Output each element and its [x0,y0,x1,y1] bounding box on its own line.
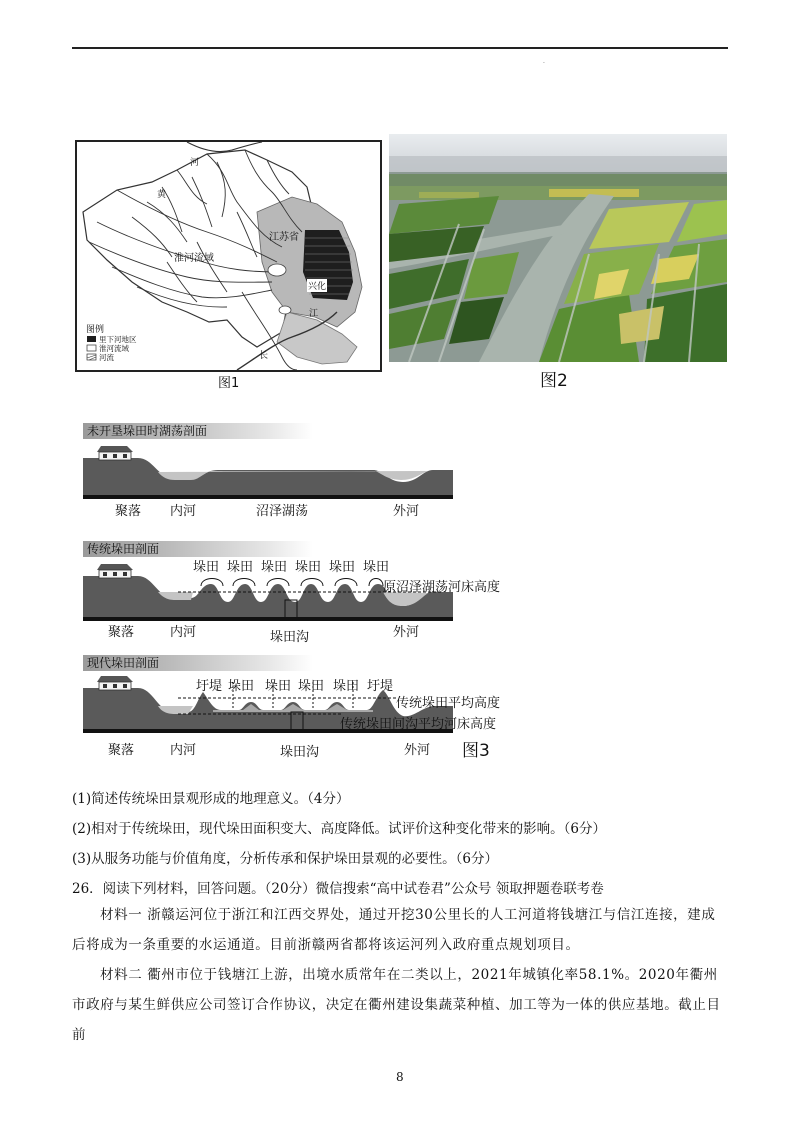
profile2-top-label-5: 垛田 [329,560,356,575]
label-xinghua: 兴化 [307,279,327,292]
map-legend [87,336,96,360]
profile3-label-settlement: 聚落 [108,743,135,758]
label-chang: 长 [259,351,269,361]
page-number: 8 [396,1070,404,1084]
profile2-label-outer-river: 外河 [393,625,420,640]
profile1-title: 未开垦垛田时湖荡剖面 [83,423,313,439]
profile3-label-outer-river: 外河 [404,743,431,758]
header-rule [72,47,728,49]
figure1-map [75,140,382,372]
figure3-caption: 图3 [462,741,490,761]
figure1-caption: 图1 [218,376,240,391]
lake-hongze [268,264,286,276]
label-huaihe: 淮河流域 [174,253,214,264]
question-1: (1)简述传统垛田景观形成的地理意义。（4分） [72,791,350,807]
profile3-top-label-1: 圩堤 [196,679,223,694]
question-26: 26．阅读下列材料，回答问题。（20分）微信搜索“高中试卷君”公众号 领取押题卷联考卷 [72,881,604,897]
figure2-photo [389,134,727,362]
profile3-top-label-4: 垛田 [298,679,325,694]
label-he: 河 [190,158,200,168]
profile2-arrows [201,579,383,587]
profile3-top-label-5: 垛田 [333,679,360,694]
header-dot: · [543,60,545,67]
profile2-label-inner-river: 内河 [170,625,197,640]
profile1-label-inner-river: 内河 [170,504,197,519]
profile1-label-settlement: 聚落 [115,504,142,519]
house-icon [97,564,133,578]
profile3-top-label-2: 垛田 [228,679,255,694]
profile3-top-label-3: 垛田 [265,679,292,694]
legend-item-lixiahe: 里下河地区 [99,335,137,344]
profile2-top-label-4: 垛田 [295,560,322,575]
house-icon [97,446,133,460]
aerial-drawing [389,134,727,362]
profile2-label-ditch: 垛田沟 [270,630,310,645]
profile2-top-label-1: 垛田 [193,560,220,575]
house-icon [97,676,133,690]
profile1-label-outer-river: 外河 [393,504,420,519]
material-1: 材料一 浙赣运河位于浙江和江西交界处，通过开挖30公里长的人工河道将钱塘江与信江连接，建成后将成为一条重要的水运通道。目前浙赣两省都将该运河列入政府重点规划项目。 [72,907,716,953]
legend-swatch-lixiahe [87,336,96,342]
profile3-top-label-6: 圩堤 [367,679,394,694]
profile2-label-settlement: 聚落 [108,625,135,640]
profile3-line-label-1: 传统垛田平均高度 [396,696,501,711]
profile1-drawing [83,440,453,502]
profile3-title: 现代垛田剖面 [83,655,313,671]
profile3-label-ditch: 垛田沟 [280,745,320,760]
material-2: 材料二 衢州市位于钱塘江上游，出境水质常年在二类以上，2021年城镇化率58.1%。2020年衢州市政府与某生鲜供应公司签订合作协议，决定在衢州建设集蔬菜种植、加工等为一体的供应基地。截止目前 [72,967,721,1043]
profile2-line-label: 原沼泽湖荡河床高度 [383,580,501,595]
lake-gaoyou [279,306,291,314]
profile1-label-marsh: 沼泽湖荡 [256,504,309,519]
legend-item-basin: 淮河流域 [99,344,129,353]
label-huang: 黄 [157,190,167,200]
profile2-top-label-6: 垛田 [363,560,390,575]
profile2-title: 传统垛田剖面 [83,541,313,557]
legend-title: 图例 [86,325,105,335]
profile3-label-inner-river: 内河 [170,743,197,758]
label-jiangsu: 江苏省 [269,232,299,243]
question-2: (2)相对于传统垛田，现代垛田面积变大、高度降低。试评价这种变化带来的影响。（6分） [72,821,606,837]
question-3: (3)从服务功能与价值角度，分析传承和保护垛田景观的必要性。（6分） [72,851,498,867]
legend-item-river: 河流 [99,353,114,362]
legend-swatch-basin [87,345,96,351]
profile2-top-label-2: 垛田 [227,560,254,575]
label-jiang: 江 [309,309,319,319]
profile2-top-label-3: 垛田 [261,560,288,575]
yellow-river [187,142,262,152]
profile3-line-label-2: 传统垛田间沟平均河床高度 [340,717,497,732]
figure2-caption: 图2 [540,371,568,391]
